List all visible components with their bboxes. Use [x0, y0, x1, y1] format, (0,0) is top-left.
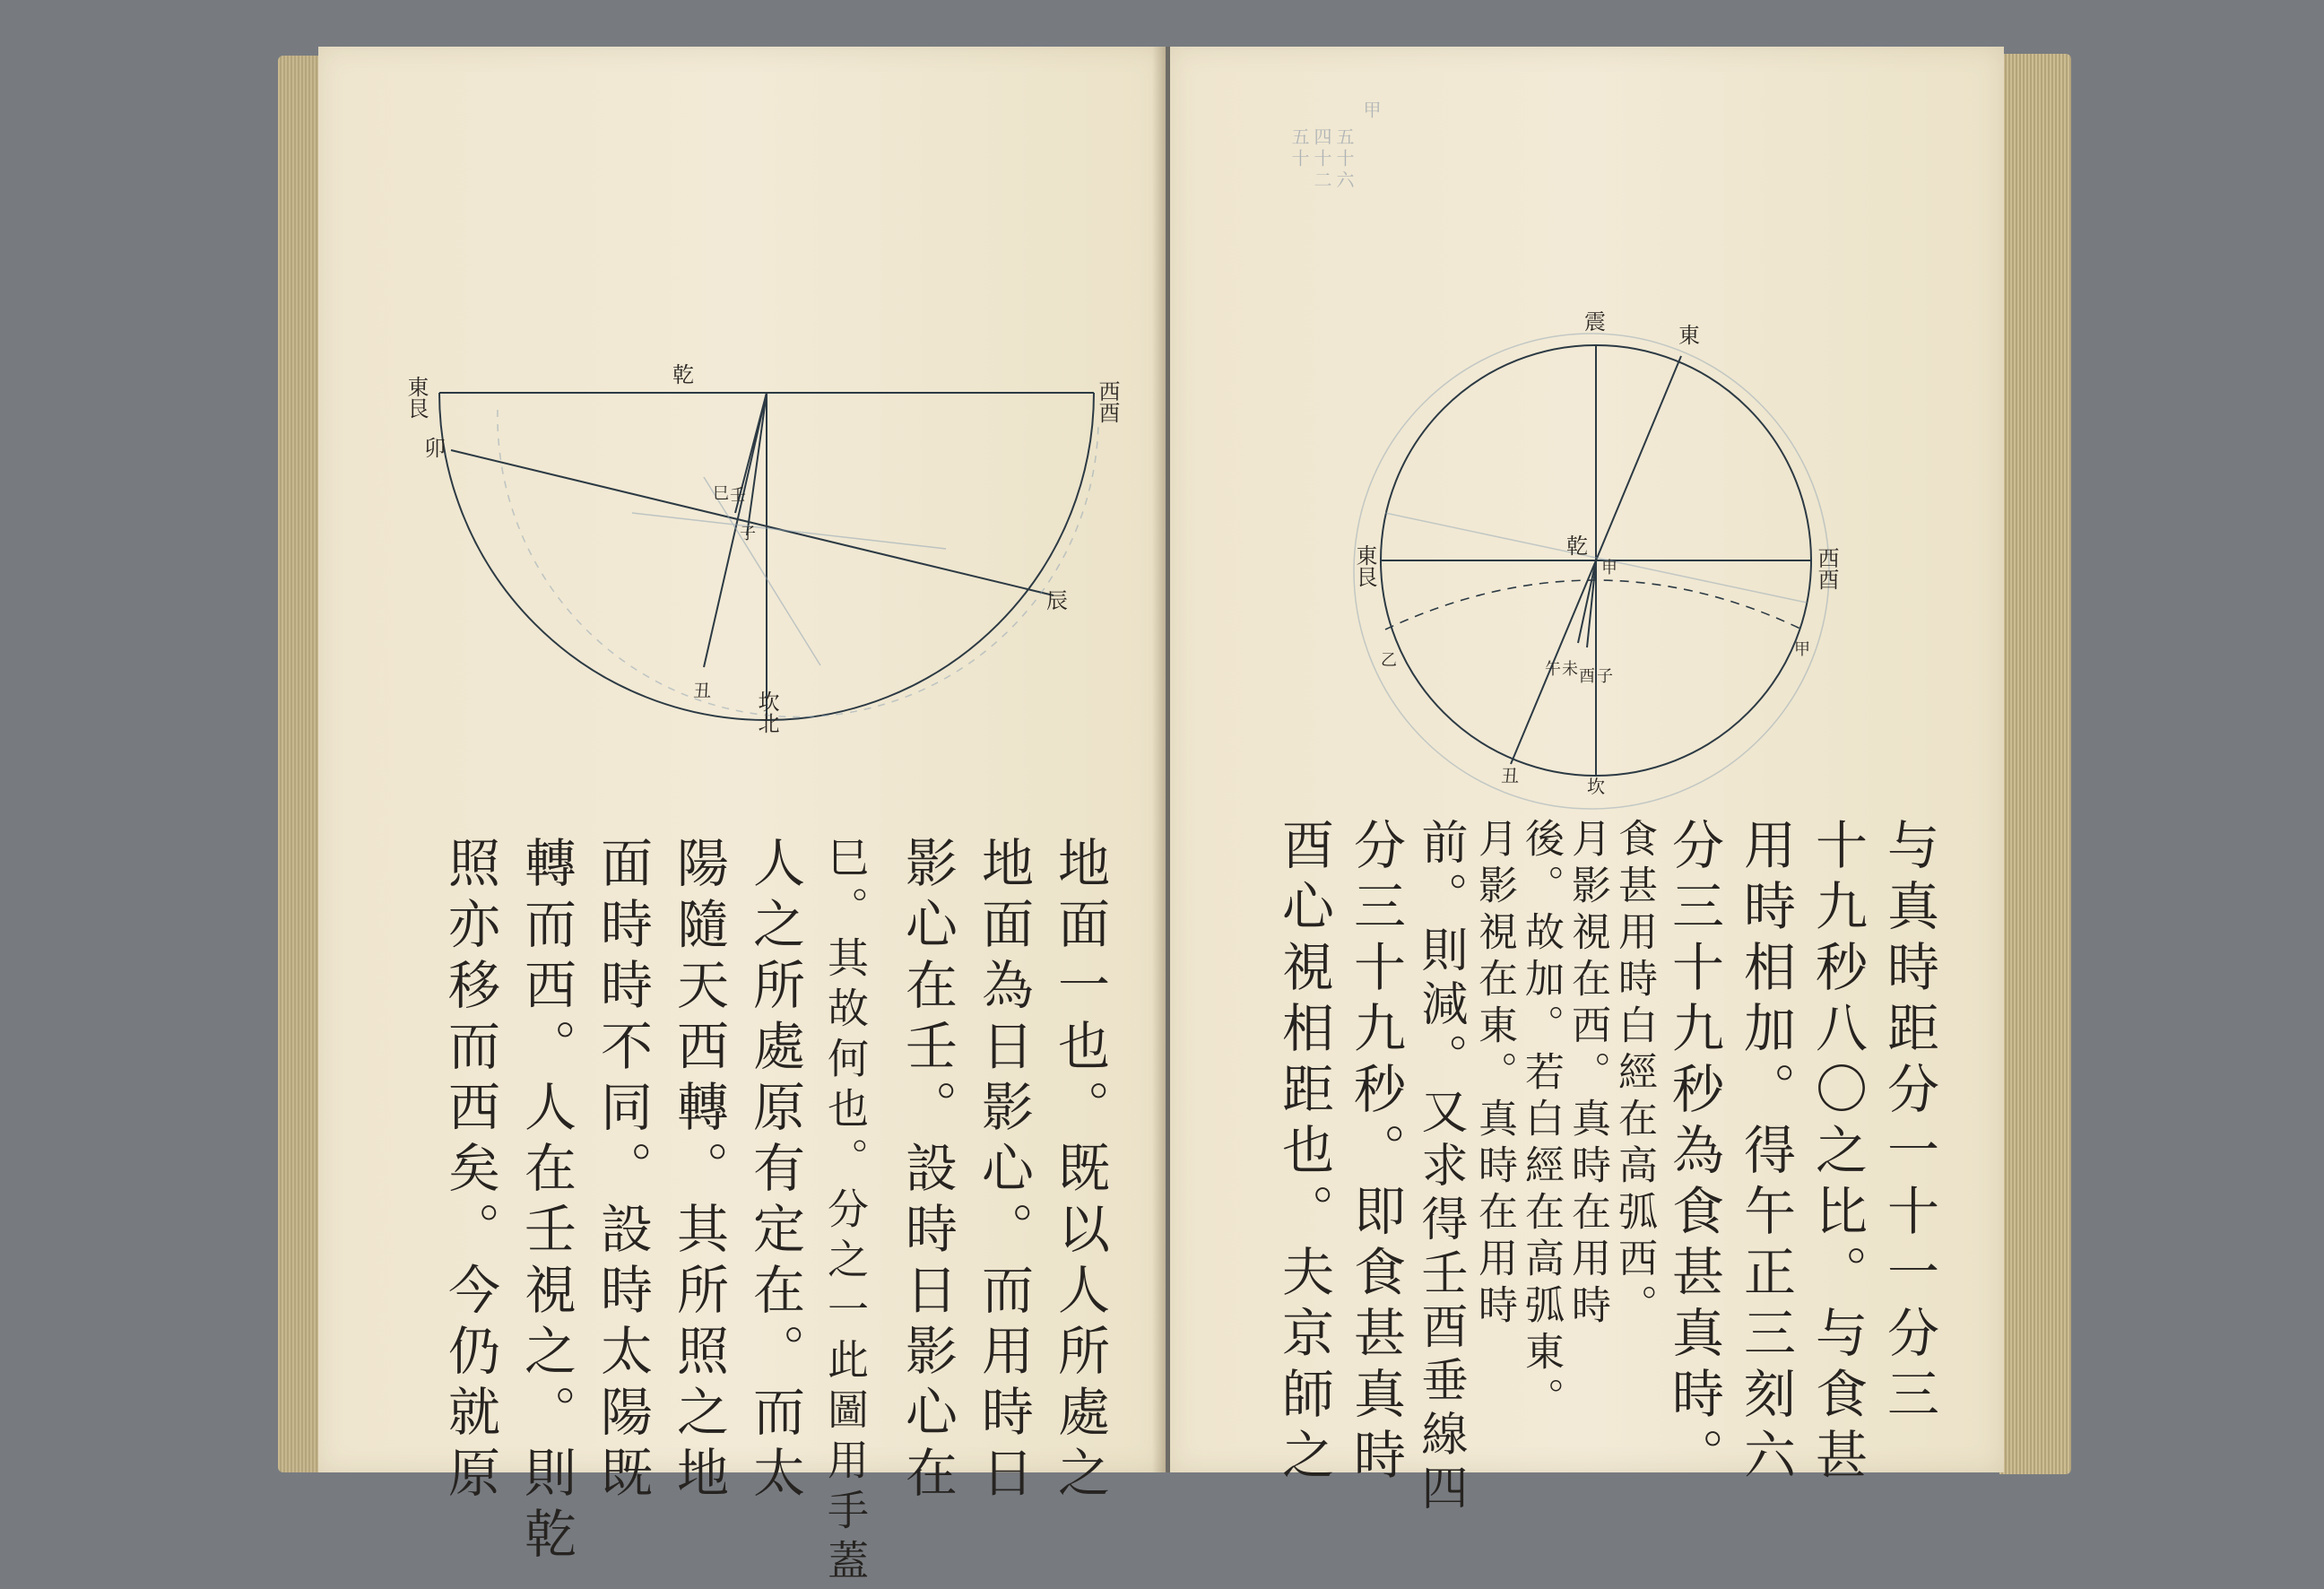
- label-kan: 坎: [1587, 776, 1605, 797]
- label-you: 酉: [1579, 667, 1595, 686]
- text-column: 月影視在西。真時在用時: [1565, 818, 1610, 1331]
- text-column: 与真時距分一十一分三: [1878, 818, 1939, 1428]
- faint-note: 甲: [1360, 100, 1382, 122]
- label-chou: 丑: [1501, 765, 1519, 786]
- right-page-edges: [1999, 54, 2071, 1474]
- label-wu: 午: [1545, 660, 1561, 679]
- label-qian-center: 乾: [1566, 534, 1588, 559]
- faint-note: 四十二: [1311, 127, 1332, 192]
- label-xi-you: 西酉: [1814, 547, 1839, 590]
- text-column: 食甚用時白經在高弧西。: [1611, 818, 1657, 1331]
- faint-note: 五十: [1288, 127, 1310, 170]
- text-column: 用時相加。得午正三刻六: [1735, 818, 1796, 1489]
- open-book: [269, 47, 2071, 1589]
- text-column: 地面為日影心。而用時日: [973, 836, 1034, 1507]
- text-column: 人之所處原有定在。而太: [744, 836, 805, 1507]
- text-column: 分三十九秒。即食甚真時: [1345, 818, 1406, 1489]
- text-column: 地面一也。既以人所處之: [1049, 836, 1110, 1507]
- label-wei: 未: [1562, 660, 1578, 679]
- text-column: 陽隨天西轉。其所照之地: [668, 836, 729, 1507]
- label-si: 巳: [713, 484, 729, 503]
- label-jia: 甲: [1794, 640, 1810, 659]
- left-page: [318, 47, 1166, 1589]
- label-dong-gen: 東艮: [403, 376, 429, 419]
- text-column: 面時時不同。設時太陽既: [592, 836, 653, 1507]
- label-xi-you: 西酉: [1095, 380, 1120, 423]
- text-column: 巳。其故何也。分之一此圖用手蓋: [821, 836, 870, 1589]
- label-kan-bei: 坎北: [754, 690, 779, 734]
- right-page: [1170, 47, 2004, 1517]
- label-dong-gen: 東艮: [1352, 544, 1377, 587]
- label-shen: 申: [1601, 559, 1617, 577]
- text-column: 轉而西。人在壬視之。則乾: [516, 836, 577, 1567]
- text-column: 影心在壬。設時日影心在: [897, 836, 958, 1507]
- text-column: 十九秒八〇之比。与食甚: [1807, 818, 1868, 1489]
- label-zhen: 震: [1584, 309, 1606, 334]
- label-qian: 乾: [672, 362, 694, 387]
- text-column: 酉心視相距也。夫京師之: [1273, 818, 1334, 1489]
- label-mao: 卯: [424, 436, 446, 461]
- text-column: 前。則減。又求得壬酉垂線四: [1413, 818, 1467, 1517]
- label-yi: 乙: [1381, 651, 1397, 670]
- text-column: 後。故加。若白經在高弧東。: [1518, 818, 1564, 1424]
- text-column: 月影視在東。真時在用時: [1471, 818, 1517, 1331]
- faint-note: 五十六: [1333, 127, 1355, 192]
- text-column: 照亦移而西矣。今仍就原: [439, 836, 500, 1507]
- label-zi: 子: [1597, 667, 1613, 686]
- label-chou: 丑: [693, 680, 711, 701]
- label-chen: 辰: [1046, 588, 1068, 613]
- label-zi: 子: [740, 525, 756, 543]
- text-column: 分三十九秒為食甚真時。: [1663, 818, 1724, 1489]
- label-dong-top: 東: [1678, 323, 1700, 348]
- label-ren: 壬: [730, 486, 746, 505]
